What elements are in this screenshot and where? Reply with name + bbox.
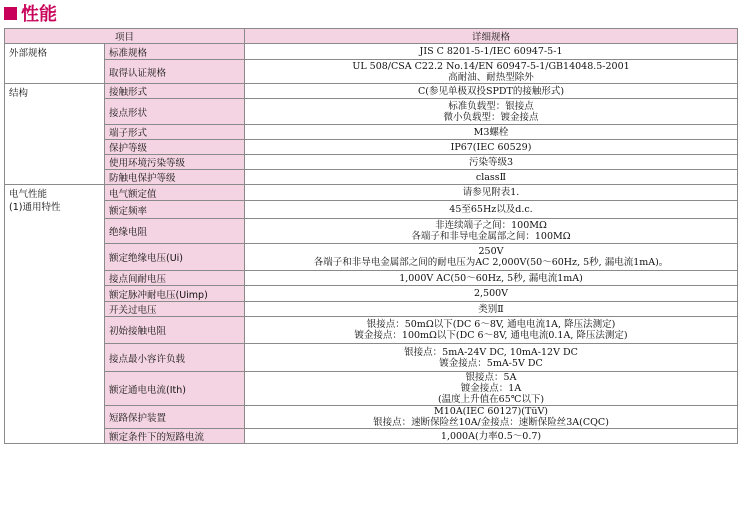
title-text: 性能 <box>21 4 57 25</box>
table-row <box>5 244 738 271</box>
item-cell: 使用环境污染等级 <box>105 155 245 170</box>
value-cell: 45至65Hz以及d.c. <box>245 201 738 219</box>
item-cell: 接点最小容许负载 <box>105 344 245 372</box>
table-row <box>5 429 738 444</box>
item-cell: 接点形状 <box>105 99 245 125</box>
table-row <box>5 344 738 372</box>
table-row <box>5 84 738 99</box>
table-row <box>5 140 738 155</box>
value-cell: 类别Ⅱ <box>245 302 738 317</box>
item-cell: 额定绝缘电压(Ui) <box>105 244 245 271</box>
value-cell: 1,000A(力率0.5～0.7) <box>245 429 738 444</box>
table-row <box>5 155 738 170</box>
table-row <box>5 170 738 185</box>
category-cell: 电气性能 (1)通用特性 <box>5 185 105 444</box>
value-cell: classⅡ <box>245 170 738 185</box>
value-cell: 标准负载型：银接点 微小负载型：镀金接点 <box>245 99 738 125</box>
page-title <box>4 2 57 24</box>
item-cell: 短路保护装置 <box>105 406 245 429</box>
header-spec: 详细规格 <box>245 29 738 44</box>
value-cell: UL 508/CSA C22.2 No.14/EN 60947-5-1/GB14048.5-2001 高耐油、耐热型除外 <box>245 60 738 84</box>
item-cell: 接点间耐电压 <box>105 271 245 286</box>
item-cell: 标准规格 <box>105 44 245 60</box>
item-cell: 额定频率 <box>105 201 245 219</box>
item-cell: 额定脉冲耐电压(Uimp) <box>105 286 245 302</box>
value-cell: M10A(IEC 60127)(TüV) 银接点：速断保险丝10A/金接点：速断保险丝3A(CQC) <box>245 406 738 429</box>
table-row <box>5 125 738 140</box>
value-cell: 250V 各端子和非导电金属部之间的耐电压为AC 2,000V(50～60Hz, 5秒, 漏电流1mA)。 <box>245 244 738 271</box>
item-cell: 接触形式 <box>105 84 245 99</box>
value-cell: C(参见单极双投SPDT的接触形式) <box>245 84 738 99</box>
value-cell: 银接点：5mA-24V DC, 10mA-12V DC 镀金接点：5mA-5V DC <box>245 344 738 372</box>
table-row <box>5 302 738 317</box>
item-cell: 额定通电电流(Ith) <box>105 372 245 406</box>
category-cell: 结构 <box>5 84 105 185</box>
table-row <box>5 99 738 125</box>
item-cell: 初始接触电阻 <box>105 317 245 344</box>
table-row <box>5 44 738 60</box>
item-cell: 额定条件下的短路电流 <box>105 429 245 444</box>
table-row <box>5 201 738 219</box>
item-cell: 开关过电压 <box>105 302 245 317</box>
table-row <box>5 219 738 244</box>
spec-table <box>4 28 738 444</box>
value-cell: 污染等级3 <box>245 155 738 170</box>
table-row <box>5 372 738 406</box>
item-cell: 端子形式 <box>105 125 245 140</box>
item-cell: 绝缘电阻 <box>105 219 245 244</box>
category-cell: 外部规格 <box>5 44 105 84</box>
value-cell: 银接点：50mΩ以下(DC 6～8V, 通电电流1A, 降压法测定) 镀金接点：100mΩ以下(DC 6～8V, 通电电流0.1A, 降压法测定) <box>245 317 738 344</box>
table-row <box>5 185 738 201</box>
value-cell: 1,000V AC(50～60Hz, 5秒, 漏电流1mA) <box>245 271 738 286</box>
title-square-icon <box>4 7 17 20</box>
table-row <box>5 317 738 344</box>
header-item: 项目 <box>5 29 245 44</box>
value-cell: 非连续端子之间：100MΩ 各端子和非导电金属部之间：100MΩ <box>245 219 738 244</box>
item-cell: 取得认证规格 <box>105 60 245 84</box>
table-row <box>5 60 738 84</box>
table-row <box>5 286 738 302</box>
item-cell: 电气额定值 <box>105 185 245 201</box>
value-cell: 请参见附表1. <box>245 185 738 201</box>
table-header-row <box>5 29 738 44</box>
table-row <box>5 271 738 286</box>
value-cell: 银接点：5A 镀金接点：1A (温度上升值在65℃以下) <box>245 372 738 406</box>
item-cell: 保护等级 <box>105 140 245 155</box>
value-cell: IP67(IEC 60529) <box>245 140 738 155</box>
value-cell: 2,500V <box>245 286 738 302</box>
value-cell: M3螺栓 <box>245 125 738 140</box>
value-cell: JIS C 8201-5-1/IEC 60947-5-1 <box>245 44 738 60</box>
item-cell: 防触电保护等级 <box>105 170 245 185</box>
table-row <box>5 406 738 429</box>
